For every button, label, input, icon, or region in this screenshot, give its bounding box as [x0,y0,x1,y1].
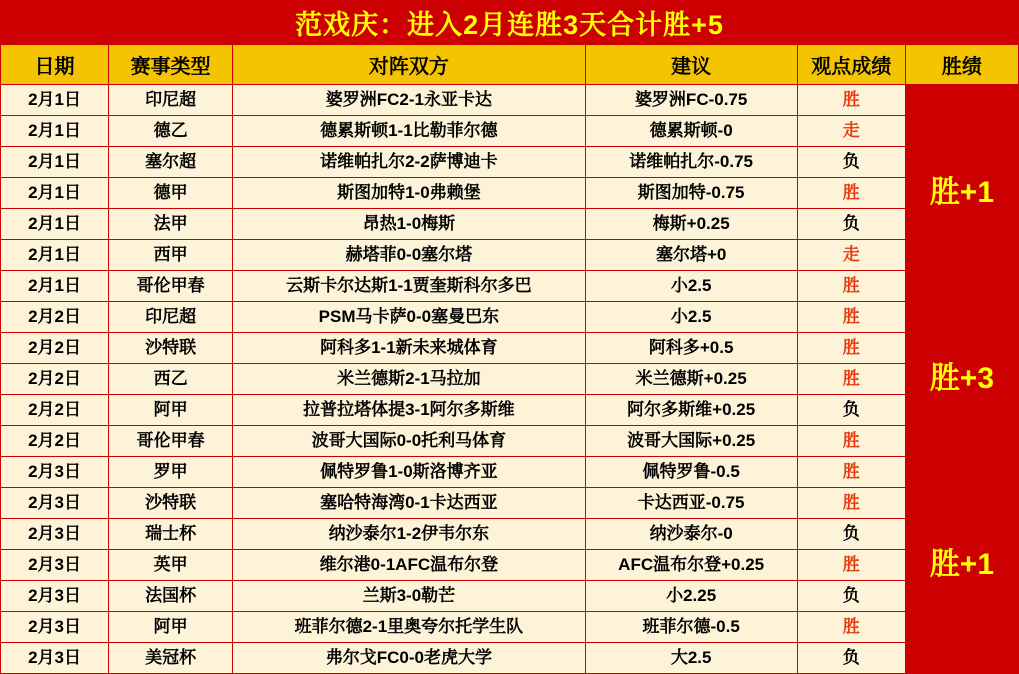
cell-advice: 婆罗洲FC-0.75 [585,85,797,116]
cell-date: 2月1日 [1,116,109,147]
cell-advice: 德累斯顿-0 [585,116,797,147]
cell-date: 2月3日 [1,488,109,519]
cell-advice: 波哥大国际+0.25 [585,426,797,457]
cell-match: 婆罗洲FC2-1永亚卡达 [233,85,585,116]
column-header-advice: 建议 [585,45,797,85]
table-row [1,364,1019,395]
cell-league: 美冠杯 [109,643,233,674]
table-row [1,333,1019,364]
cell-league: 印尼超 [109,85,233,116]
table-row [1,395,1019,426]
cell-league: 西甲 [109,240,233,271]
column-header-match: 对阵双方 [233,45,585,85]
cell-date: 2月3日 [1,457,109,488]
cell-match: 拉普拉塔体提3-1阿尔多斯维 [233,395,585,426]
cell-advice: 小2.5 [585,271,797,302]
cell-match: 维尔港0-1AFC温布尔登 [233,550,585,581]
cell-result: 负 [797,209,905,240]
cell-advice: 阿尔多斯维+0.25 [585,395,797,426]
table-row [1,209,1019,240]
cell-match: 斯图加特1-0弗赖堡 [233,178,585,209]
cell-result: 胜 [797,488,905,519]
cell-result: 胜 [797,333,905,364]
results-table [0,44,1019,674]
cell-result: 胜 [797,426,905,457]
cell-date: 2月1日 [1,85,109,116]
cell-result: 胜 [797,364,905,395]
cell-advice: 诺维帕扎尔-0.75 [585,147,797,178]
cell-advice: 佩特罗鲁-0.5 [585,457,797,488]
table-row [1,550,1019,581]
cell-match: 塞哈特海湾0-1卡达西亚 [233,488,585,519]
table-row [1,302,1019,333]
cell-league: 阿甲 [109,612,233,643]
cell-advice: 小2.25 [585,581,797,612]
cell-league: 德甲 [109,178,233,209]
cell-date: 2月2日 [1,426,109,457]
cell-result: 胜 [797,457,905,488]
table-row [1,240,1019,271]
cell-league: 印尼超 [109,302,233,333]
cell-advice: 梅斯+0.25 [585,209,797,240]
table-row [1,643,1019,674]
cell-date: 2月3日 [1,519,109,550]
table-row [1,271,1019,302]
table-row [1,147,1019,178]
cell-result: 胜 [797,612,905,643]
table-row [1,178,1019,209]
cell-date: 2月1日 [1,271,109,302]
column-header-league: 赛事类型 [109,45,233,85]
cell-date: 2月3日 [1,581,109,612]
cell-match: 赫塔菲0-0塞尔塔 [233,240,585,271]
page-title: 范戏庆：进入2月连胜3天合计胜+5 [295,9,724,40]
cell-league: 阿甲 [109,395,233,426]
cell-date: 2月3日 [1,612,109,643]
cell-result: 胜 [797,271,905,302]
table-row [1,116,1019,147]
cell-date: 2月1日 [1,147,109,178]
cell-league: 瑞士杯 [109,519,233,550]
table-row [1,488,1019,519]
cell-league: 哥伦甲春 [109,271,233,302]
table-row [1,519,1019,550]
column-header-streak: 胜绩 [905,45,1018,85]
cell-match: 兰斯3-0勒芒 [233,581,585,612]
cell-match: 弗尔戈FC0-0老虎大学 [233,643,585,674]
cell-result: 胜 [797,85,905,116]
cell-match: 阿科多1-1新未来城体育 [233,333,585,364]
cell-result: 负 [797,147,905,178]
cell-match: 波哥大国际0-0托利马体育 [233,426,585,457]
cell-league: 沙特联 [109,333,233,364]
cell-match: 佩特罗鲁1-0斯洛博齐亚 [233,457,585,488]
cell-advice: 大2.5 [585,643,797,674]
cell-date: 2月2日 [1,333,109,364]
cell-advice: 班菲尔德-0.5 [585,612,797,643]
cell-match: 诺维帕扎尔2-2萨博迪卡 [233,147,585,178]
cell-result: 胜 [797,302,905,333]
cell-league: 英甲 [109,550,233,581]
table-row [1,457,1019,488]
cell-match: 班菲尔德2-1里奥夸尔托学生队 [233,612,585,643]
cell-result: 胜 [797,178,905,209]
table-row [1,581,1019,612]
cell-league: 罗甲 [109,457,233,488]
column-header-result: 观点成绩 [797,45,905,85]
cell-league: 西乙 [109,364,233,395]
cell-streak: 胜+1 [905,85,1018,302]
table-body [1,85,1019,674]
cell-result: 胜 [797,550,905,581]
cell-advice: 塞尔塔+0 [585,240,797,271]
cell-result: 负 [797,643,905,674]
cell-league: 法甲 [109,209,233,240]
cell-match: 昂热1-0梅斯 [233,209,585,240]
cell-match: 云斯卡尔达斯1-1贾奎斯科尔多巴 [233,271,585,302]
cell-league: 塞尔超 [109,147,233,178]
cell-result: 负 [797,581,905,612]
header-row [1,45,1019,85]
cell-result: 负 [797,395,905,426]
cell-league: 哥伦甲春 [109,426,233,457]
table-row [1,426,1019,457]
cell-date: 2月3日 [1,550,109,581]
cell-match: 米兰德斯2-1马拉加 [233,364,585,395]
cell-advice: 卡达西亚-0.75 [585,488,797,519]
cell-date: 2月1日 [1,209,109,240]
cell-result: 走 [797,240,905,271]
cell-league: 德乙 [109,116,233,147]
cell-advice: 阿科多+0.5 [585,333,797,364]
cell-match: 纳沙泰尔1-2伊韦尔东 [233,519,585,550]
cell-date: 2月2日 [1,364,109,395]
cell-date: 2月1日 [1,240,109,271]
cell-advice: 纳沙泰尔-0 [585,519,797,550]
cell-date: 2月2日 [1,302,109,333]
column-header-date: 日期 [1,45,109,85]
table-row [1,85,1019,116]
table-row [1,612,1019,643]
cell-date: 2月2日 [1,395,109,426]
cell-streak: 胜+1 [905,457,1018,674]
cell-advice: 小2.5 [585,302,797,333]
cell-league: 沙特联 [109,488,233,519]
cell-advice: 米兰德斯+0.25 [585,364,797,395]
cell-result: 负 [797,519,905,550]
cell-date: 2月3日 [1,643,109,674]
cell-advice: AFC温布尔登+0.25 [585,550,797,581]
cell-match: PSM马卡萨0-0塞曼巴东 [233,302,585,333]
table-header [1,45,1019,85]
cell-match: 德累斯顿1-1比勒菲尔德 [233,116,585,147]
cell-date: 2月1日 [1,178,109,209]
cell-streak: 胜+3 [905,302,1018,457]
cell-advice: 斯图加特-0.75 [585,178,797,209]
page-title-bar [0,0,1019,44]
cell-result: 走 [797,116,905,147]
cell-league: 法国杯 [109,581,233,612]
